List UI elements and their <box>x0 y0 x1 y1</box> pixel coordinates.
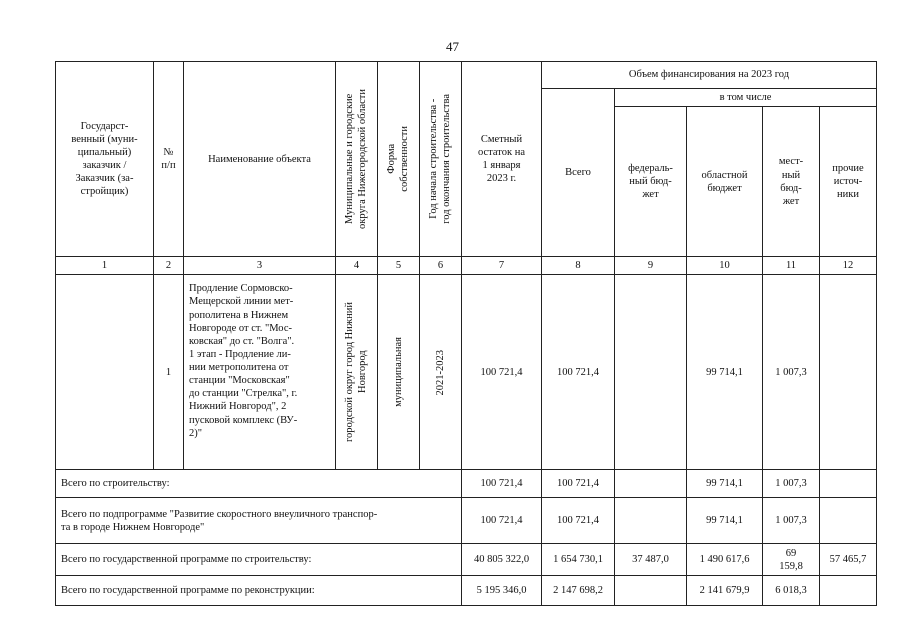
summary-label: Всего по строительству: <box>56 470 462 498</box>
col-num: 6 <box>420 257 462 275</box>
col-num: 5 <box>378 257 420 275</box>
summary-regional: 1 490 617,6 <box>687 544 763 576</box>
header-number: № п/п <box>154 62 184 257</box>
header-funding-2023: Объем финансирования на 2023 год <box>542 62 877 89</box>
summary-total: 2 147 698,2 <box>542 576 615 606</box>
summary-federal: 37 487,0 <box>615 544 687 576</box>
header-customer: Государст- венный (муни- ципальный) заказчик / Заказчик (за- стройщик) <box>56 62 154 257</box>
header-object-name: Наименование объекта <box>184 62 336 257</box>
col-num: 11 <box>763 257 820 275</box>
summary-label: Всего по государственной программе по строительству: <box>56 544 462 576</box>
project-municipality: городской округ город Нижний Новгород <box>336 275 378 470</box>
header-other: прочие источ- ники <box>820 107 877 257</box>
summary-local: 1 007,3 <box>763 498 820 544</box>
col-num: 9 <box>615 257 687 275</box>
financing-table <box>55 61 877 606</box>
project-local: 1 007,3 <box>763 275 820 470</box>
summary-other: 57 465,7 <box>820 544 877 576</box>
summary-row <box>56 470 877 498</box>
col-num: 4 <box>336 257 378 275</box>
summary-regional: 99 714,1 <box>687 498 763 544</box>
summary-row <box>56 544 877 576</box>
column-number-row <box>56 257 877 275</box>
project-ownership: муниципальная <box>378 275 420 470</box>
summary-row <box>56 576 877 606</box>
project-total: 100 721,4 <box>542 275 615 470</box>
summary-estimate: 100 721,4 <box>462 498 542 544</box>
project-regional: 99 714,1 <box>687 275 763 470</box>
project-number: 1 <box>154 275 184 470</box>
summary-total: 100 721,4 <box>542 498 615 544</box>
summary-local: 1 007,3 <box>763 470 820 498</box>
summary-regional: 2 141 679,9 <box>687 576 763 606</box>
page-number: 47 <box>446 39 459 54</box>
summary-federal <box>615 470 687 498</box>
summary-estimate: 5 195 346,0 <box>462 576 542 606</box>
summary-label: Всего по государственной программе по реконструкции: <box>56 576 462 606</box>
header-municipality: Муниципальные и городские округа Нижегородской области <box>336 62 378 257</box>
col-num: 2 <box>154 257 184 275</box>
summary-other <box>820 576 877 606</box>
project-years: 2021-2023 <box>420 275 462 470</box>
header-total: Всего <box>542 89 615 257</box>
summary-other <box>820 470 877 498</box>
summary-estimate: 100 721,4 <box>462 470 542 498</box>
col-num: 12 <box>820 257 877 275</box>
col-num: 7 <box>462 257 542 275</box>
col-num: 8 <box>542 257 615 275</box>
summary-regional: 99 714,1 <box>687 470 763 498</box>
header-estimate: Сметный остаток на 1 января 2023 г. <box>462 62 542 257</box>
project-other <box>820 275 877 470</box>
project-estimate: 100 721,4 <box>462 275 542 470</box>
summary-other <box>820 498 877 544</box>
header-ownership: Форма собственности <box>378 62 420 257</box>
col-num: 1 <box>56 257 154 275</box>
header-years: Год начала строительства - год окончания строительства <box>420 62 462 257</box>
summary-local: 69 159,8 <box>763 544 820 576</box>
header-local: мест- ный бюд- жет <box>763 107 820 257</box>
summary-total: 1 654 730,1 <box>542 544 615 576</box>
summary-federal <box>615 498 687 544</box>
header-regional: областной бюджет <box>687 107 763 257</box>
summary-label: Всего по подпрограмме "Развитие скоростного внеуличного транспор- та в городе Нижнем Новгороде" <box>56 498 462 544</box>
col-num: 3 <box>184 257 336 275</box>
header-federal: федераль- ный бюд- жет <box>615 107 687 257</box>
header-including: в том числе <box>615 89 877 107</box>
project-name: Продление Сормовско- Мещерской линии мет- рополитена в Нижнем Новгороде от ст. "Мос- ковская" до ст. "Волга". 1 этап - Продление ли- нии метрополитена от станции "Московская" до станции "Стрелка", г. Нижний Новгород", 2 пусковой комплекс (ВУ- 2)" <box>184 275 336 470</box>
project-federal <box>615 275 687 470</box>
summary-row <box>56 498 877 544</box>
project-customer <box>56 275 154 470</box>
summary-total: 100 721,4 <box>542 470 615 498</box>
summary-estimate: 40 805 322,0 <box>462 544 542 576</box>
summary-federal <box>615 576 687 606</box>
col-num: 10 <box>687 257 763 275</box>
summary-local: 6 018,3 <box>763 576 820 606</box>
project-row <box>56 275 877 470</box>
